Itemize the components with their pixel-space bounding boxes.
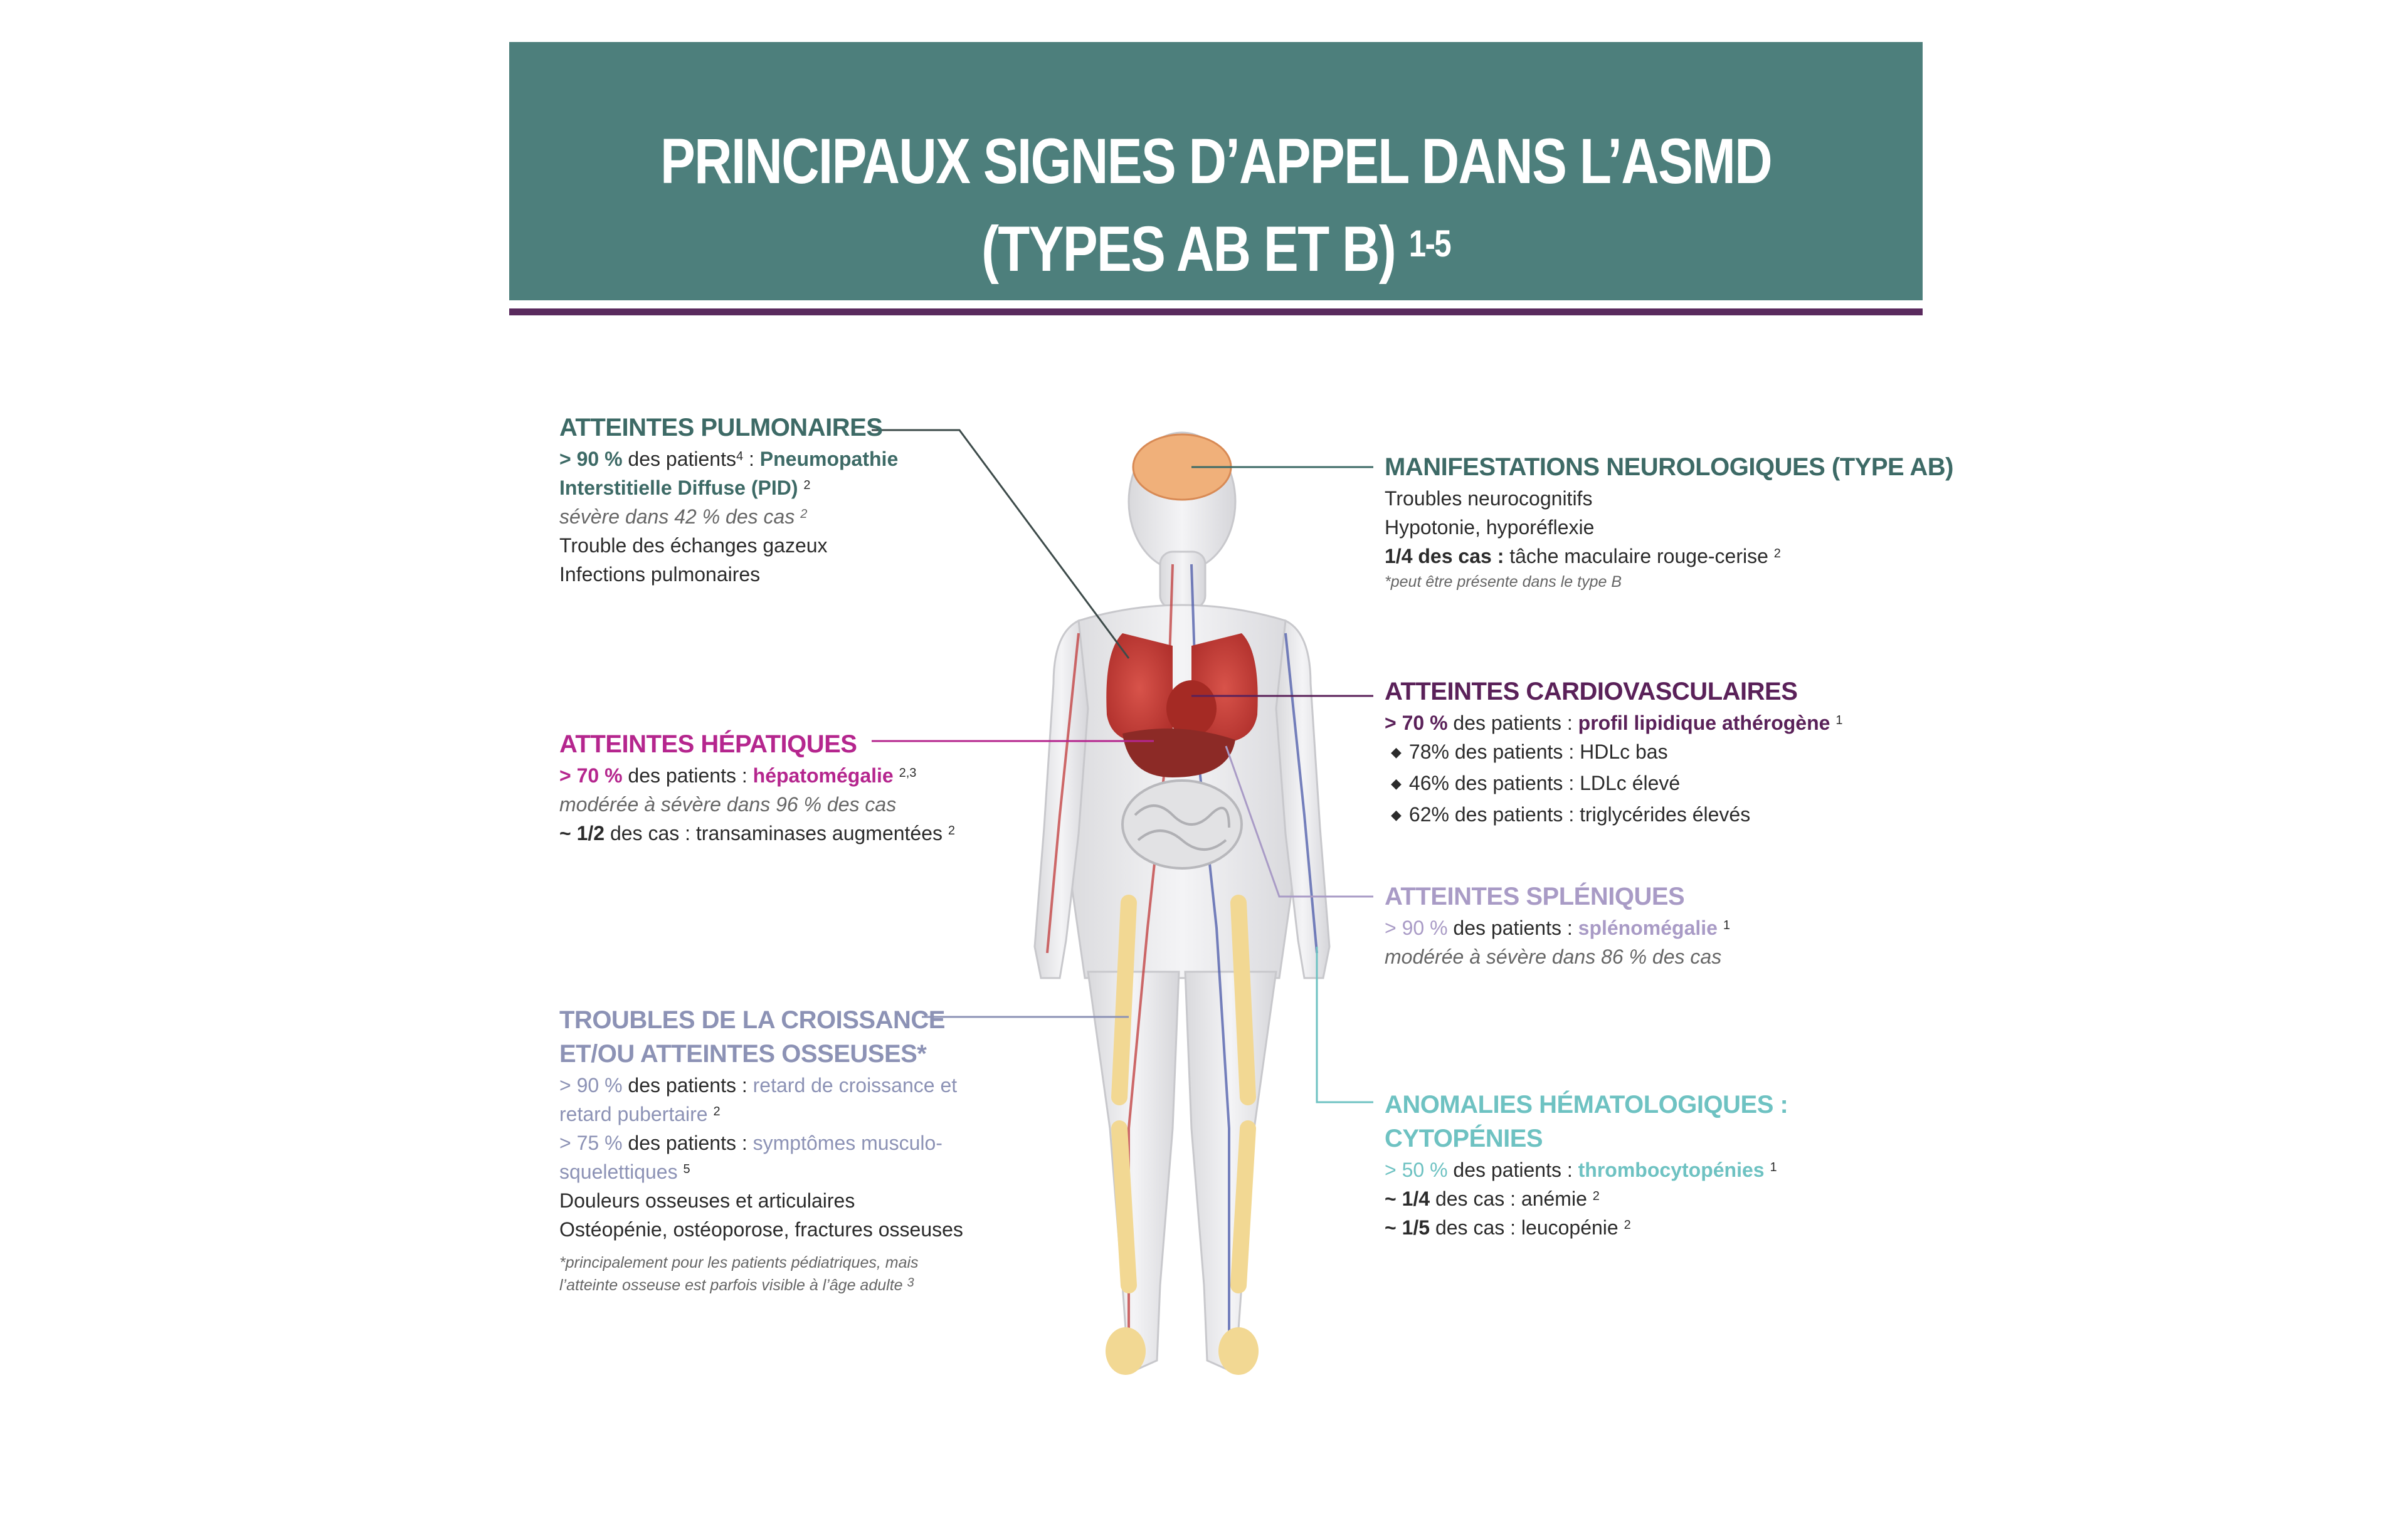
- banner-title-ref: 1-5: [1408, 223, 1450, 265]
- pulmonary-severity: sévère dans 42 % des cas $^2$: [559, 505, 808, 528]
- pulmonary-line1: > 90 % des patients$^4$ : Pneumopathie: [559, 448, 899, 470]
- growth-heading-line1: TROUBLES DE LA CROISSANCE: [559, 1006, 945, 1034]
- cardio-bullet-ldl: ◆ 46% des patients : LDLc élevé: [1385, 769, 1962, 800]
- neuro-line1: Troubles neurocognitifs: [1385, 487, 1593, 510]
- neuro-line3: 1/4 des cas : tâche maculaire rouge-cerise $^2$: [1385, 545, 1781, 567]
- neuro-section: [1385, 450, 1962, 593]
- cardio-line1: > 70 % des patients : profil lipidique athérogène $^1$: [1385, 712, 1843, 734]
- hemato-heading-line1: ANOMALIES HÉMATOLOGIQUES :: [1385, 1091, 1788, 1118]
- hepatic-heading: ATTEINTES HÉPATIQUES: [559, 730, 857, 758]
- growth-line1: > 90 % des patients : retard de croissance et: [559, 1074, 958, 1097]
- pulmonary-section: [559, 411, 948, 589]
- hemato-section: [1385, 1088, 1949, 1242]
- growth-footnote-line2: l’atteinte osseuse est parfois visible à l’âge adulte $^3$: [559, 1276, 914, 1294]
- hemato-line2: ~ 1/4 des cas : anémie $^2$: [1385, 1187, 1600, 1210]
- hepatic-severity: modérée à sévère dans 96 % des cas: [559, 793, 897, 816]
- hepatic-line1: > 70 % des patients : hépatomégalie $^{2,3}$: [559, 764, 917, 787]
- pulmonary-heading: ATTEINTES PULMONAIRES: [559, 414, 883, 441]
- growth-section: [559, 1003, 1023, 1297]
- growth-line3: > 75 % des patients : symptômes musculo-: [559, 1132, 943, 1154]
- neuro-heading: MANIFESTATIONS NEUROLOGIQUES (TYPE AB): [1385, 453, 1953, 481]
- banner-title-line1: PRINCIPAUX SIGNES D’APPEL DANS L’ASMD: [660, 125, 1772, 197]
- pulmonary-line5: Infections pulmonaires: [559, 563, 761, 586]
- growth-line2: retard pubertaire $^2$: [559, 1103, 721, 1125]
- hemato-line3: ~ 1/5 des cas : leucopénie $^2$: [1385, 1216, 1631, 1239]
- hemato-line1: > 50 % des patients : thrombocytopénies $^1$: [1385, 1159, 1777, 1181]
- splenic-line1: > 90 % des patients : splénomégalie $^1$: [1385, 917, 1730, 939]
- pulmonary-line2: Interstitielle Diffuse (PID) $^2$: [559, 476, 811, 499]
- pulmonary-line4: Trouble des échanges gazeux: [559, 534, 828, 557]
- hepatic-section: [559, 727, 986, 848]
- cardio-bullet-tg: ◆ 62% des patients : triglycérides élevés: [1385, 800, 1962, 831]
- cardio-heading: ATTEINTES CARDIOVASCULAIRES: [1385, 678, 1798, 705]
- splenic-section: [1385, 880, 1949, 971]
- hemato-heading-line2: CYTOPÉNIES: [1385, 1125, 1543, 1152]
- neuro-footnote: *peut être présente dans le type B: [1385, 573, 1622, 591]
- splenic-severity: modérée à sévère dans 86 % des cas: [1385, 945, 1722, 968]
- splenic-heading: ATTEINTES SPLÉNIQUES: [1385, 883, 1685, 910]
- neuro-line2: Hypotonie, hyporéflexie: [1385, 516, 1595, 539]
- cardio-section: [1385, 675, 1962, 831]
- growth-line6: Ostéopénie, ostéoporose, fractures osseuses: [559, 1218, 963, 1241]
- body-silhouette: [1035, 433, 1329, 1373]
- hepatic-line3: ~ 1/2 des cas : transaminases augmentées $^2$: [559, 822, 956, 845]
- banner-title-line2: (TYPES AB ET B) $^{1-5}$: [981, 213, 1450, 285]
- growth-line5: Douleurs osseuses et articulaires: [559, 1189, 855, 1212]
- growth-footnote-line1: *principalement pour les patients pédiatriques, mais: [559, 1254, 919, 1271]
- growth-line4: squelettiques $^5$: [559, 1160, 690, 1183]
- growth-heading-line2: ET/OU ATTEINTES OSSEUSES*: [559, 1040, 927, 1068]
- cardio-bullet-hdl: ◆ 78% des patients : HDLc bas: [1385, 737, 1962, 769]
